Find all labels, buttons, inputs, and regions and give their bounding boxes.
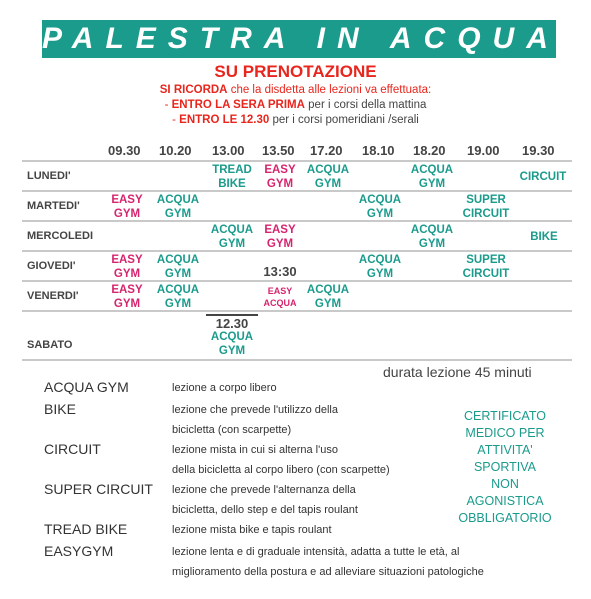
legend-term-tread-bike: TREAD BIKE: [44, 521, 128, 537]
time-1020: 10.20: [159, 143, 192, 158]
cell-gio-1020: ACQUA GYM: [156, 254, 200, 280]
day-venerdi: VENERDI': [27, 290, 79, 302]
time-1820: 18.20: [413, 143, 446, 158]
reminder-bold: SI RICORDA: [159, 84, 228, 96]
time-1720: 17.20: [310, 143, 343, 158]
legend-term-easygym: EASYGYM: [44, 543, 114, 559]
day-lunedi: LUNEDI': [27, 170, 71, 182]
dash: -: [172, 114, 180, 126]
day-sabato: SABATO: [27, 339, 73, 351]
legend-desc-acqua-gym: lezione a corpo libero: [172, 382, 277, 394]
time-1930: 19.30: [522, 143, 555, 158]
legend-desc-super-circuit-2: bicicletta, dello step e del tapis roulant: [172, 504, 358, 516]
reminder-text: che la disdetta alle lezioni va effettuata:: [227, 84, 432, 96]
day-martedi: MARTEDI': [27, 200, 80, 212]
cell-mar-1900: SUPER CIRCUIT: [462, 194, 510, 220]
deadline-afternoon: [0, 114, 591, 126]
time-1810: 18.10: [362, 143, 395, 158]
legend-desc-bike-1: lezione che prevede l'utilizzo della: [172, 404, 338, 416]
cell-ven-1720: ACQUA GYM: [306, 284, 350, 310]
legend-term-circuit: CIRCUIT: [44, 441, 101, 457]
legend-term-super-circuit: SUPER CIRCUIT: [44, 481, 153, 497]
page-title: PALESTRA IN ACQUA: [42, 22, 560, 55]
grid-line: [22, 359, 572, 361]
deadline-morning-bold: ENTRO LA SERA PRIMA: [171, 99, 305, 111]
cell-ven-1020: ACQUA GYM: [156, 284, 200, 310]
time-1900: 19.00: [467, 143, 500, 158]
cell-lun-1350: EASY GYM: [264, 164, 296, 190]
deadline-morning-text: per i corsi della mattina: [304, 99, 427, 111]
medical-certificate-notice: CERTIFICATO MEDICO PER ATTIVITA' SPORTIVA NON AGONISTICA OBBLIGATORIO: [458, 409, 552, 525]
cell-gio-0930: EASY GYM: [111, 254, 143, 280]
cell-lun-1720: ACQUA GYM: [306, 164, 350, 190]
dash: -: [164, 99, 172, 111]
legend-desc-circuit-1: lezione mista in cui si alterna l'uso: [172, 444, 338, 456]
cell-mar-1020: ACQUA GYM: [156, 194, 200, 220]
deadline-morning: [0, 99, 591, 111]
legend-term-bike: BIKE: [44, 401, 76, 417]
cell-sab-1300: ACQUA GYM: [210, 331, 254, 357]
cell-lun-1820: ACQUA GYM: [410, 164, 454, 190]
legend-desc-easygym-2: miglioramento della postura e ad alleviare situazioni patologiche: [172, 566, 484, 578]
cell-gio-1810: ACQUA GYM: [358, 254, 402, 280]
cell-lun-1300: TREAD BIKE: [212, 164, 252, 190]
time-0930: 09.30: [108, 143, 141, 158]
legend-desc-super-circuit-1: lezione che prevede l'alternanza della: [172, 484, 356, 496]
deadline-afternoon-bold: ENTRO LE 12.30: [179, 114, 270, 126]
day-mercoledi: MERCOLEDI: [27, 230, 93, 242]
reminder-line: [0, 84, 591, 96]
legend-term-acqua-gym: ACQUA GYM: [44, 379, 129, 395]
cell-mer-1350: EASY GYM: [264, 224, 296, 250]
legend-desc-easygym-1: lezione lenta e di graduale intensità, adatta a tutte le età, al: [172, 546, 460, 558]
legend-desc-circuit-2: della bicicletta al corpo libero (con scarpette): [172, 464, 390, 476]
time-1350: 13.50: [262, 143, 295, 158]
cell-ven-1350: EASY ACQUA: [263, 286, 297, 308]
cell-mar-0930: EASY GYM: [111, 194, 143, 220]
cell-mer-1300: ACQUA GYM: [210, 224, 254, 250]
cell-mer-1820: ACQUA GYM: [410, 224, 454, 250]
cell-gio-time: 13:30: [263, 264, 297, 279]
cell-sab-time: 12.30: [206, 314, 258, 331]
legend-desc-bike-2: bicicletta (con scarpette): [172, 424, 292, 436]
cell-lun-1930: CIRCUIT: [519, 171, 567, 183]
day-giovedi: GIOVEDI': [27, 260, 76, 272]
cell-gio-1900: SUPER CIRCUIT: [462, 254, 510, 280]
subtitle: SU PRENOTAZIONE: [214, 62, 377, 81]
cell-ven-0930: EASY GYM: [111, 284, 143, 310]
deadline-afternoon-text: per i corsi pomeridiani /serali: [269, 114, 419, 126]
legend-desc-tread-bike: lezione mista bike e tapis roulant: [172, 524, 332, 536]
grid-line: [22, 160, 572, 162]
cell-mer-1930: BIKE: [530, 231, 558, 243]
time-1300: 13.00: [212, 143, 245, 158]
lesson-duration: durata lezione 45 minuti: [383, 364, 532, 380]
cell-mar-1810: ACQUA GYM: [358, 194, 402, 220]
